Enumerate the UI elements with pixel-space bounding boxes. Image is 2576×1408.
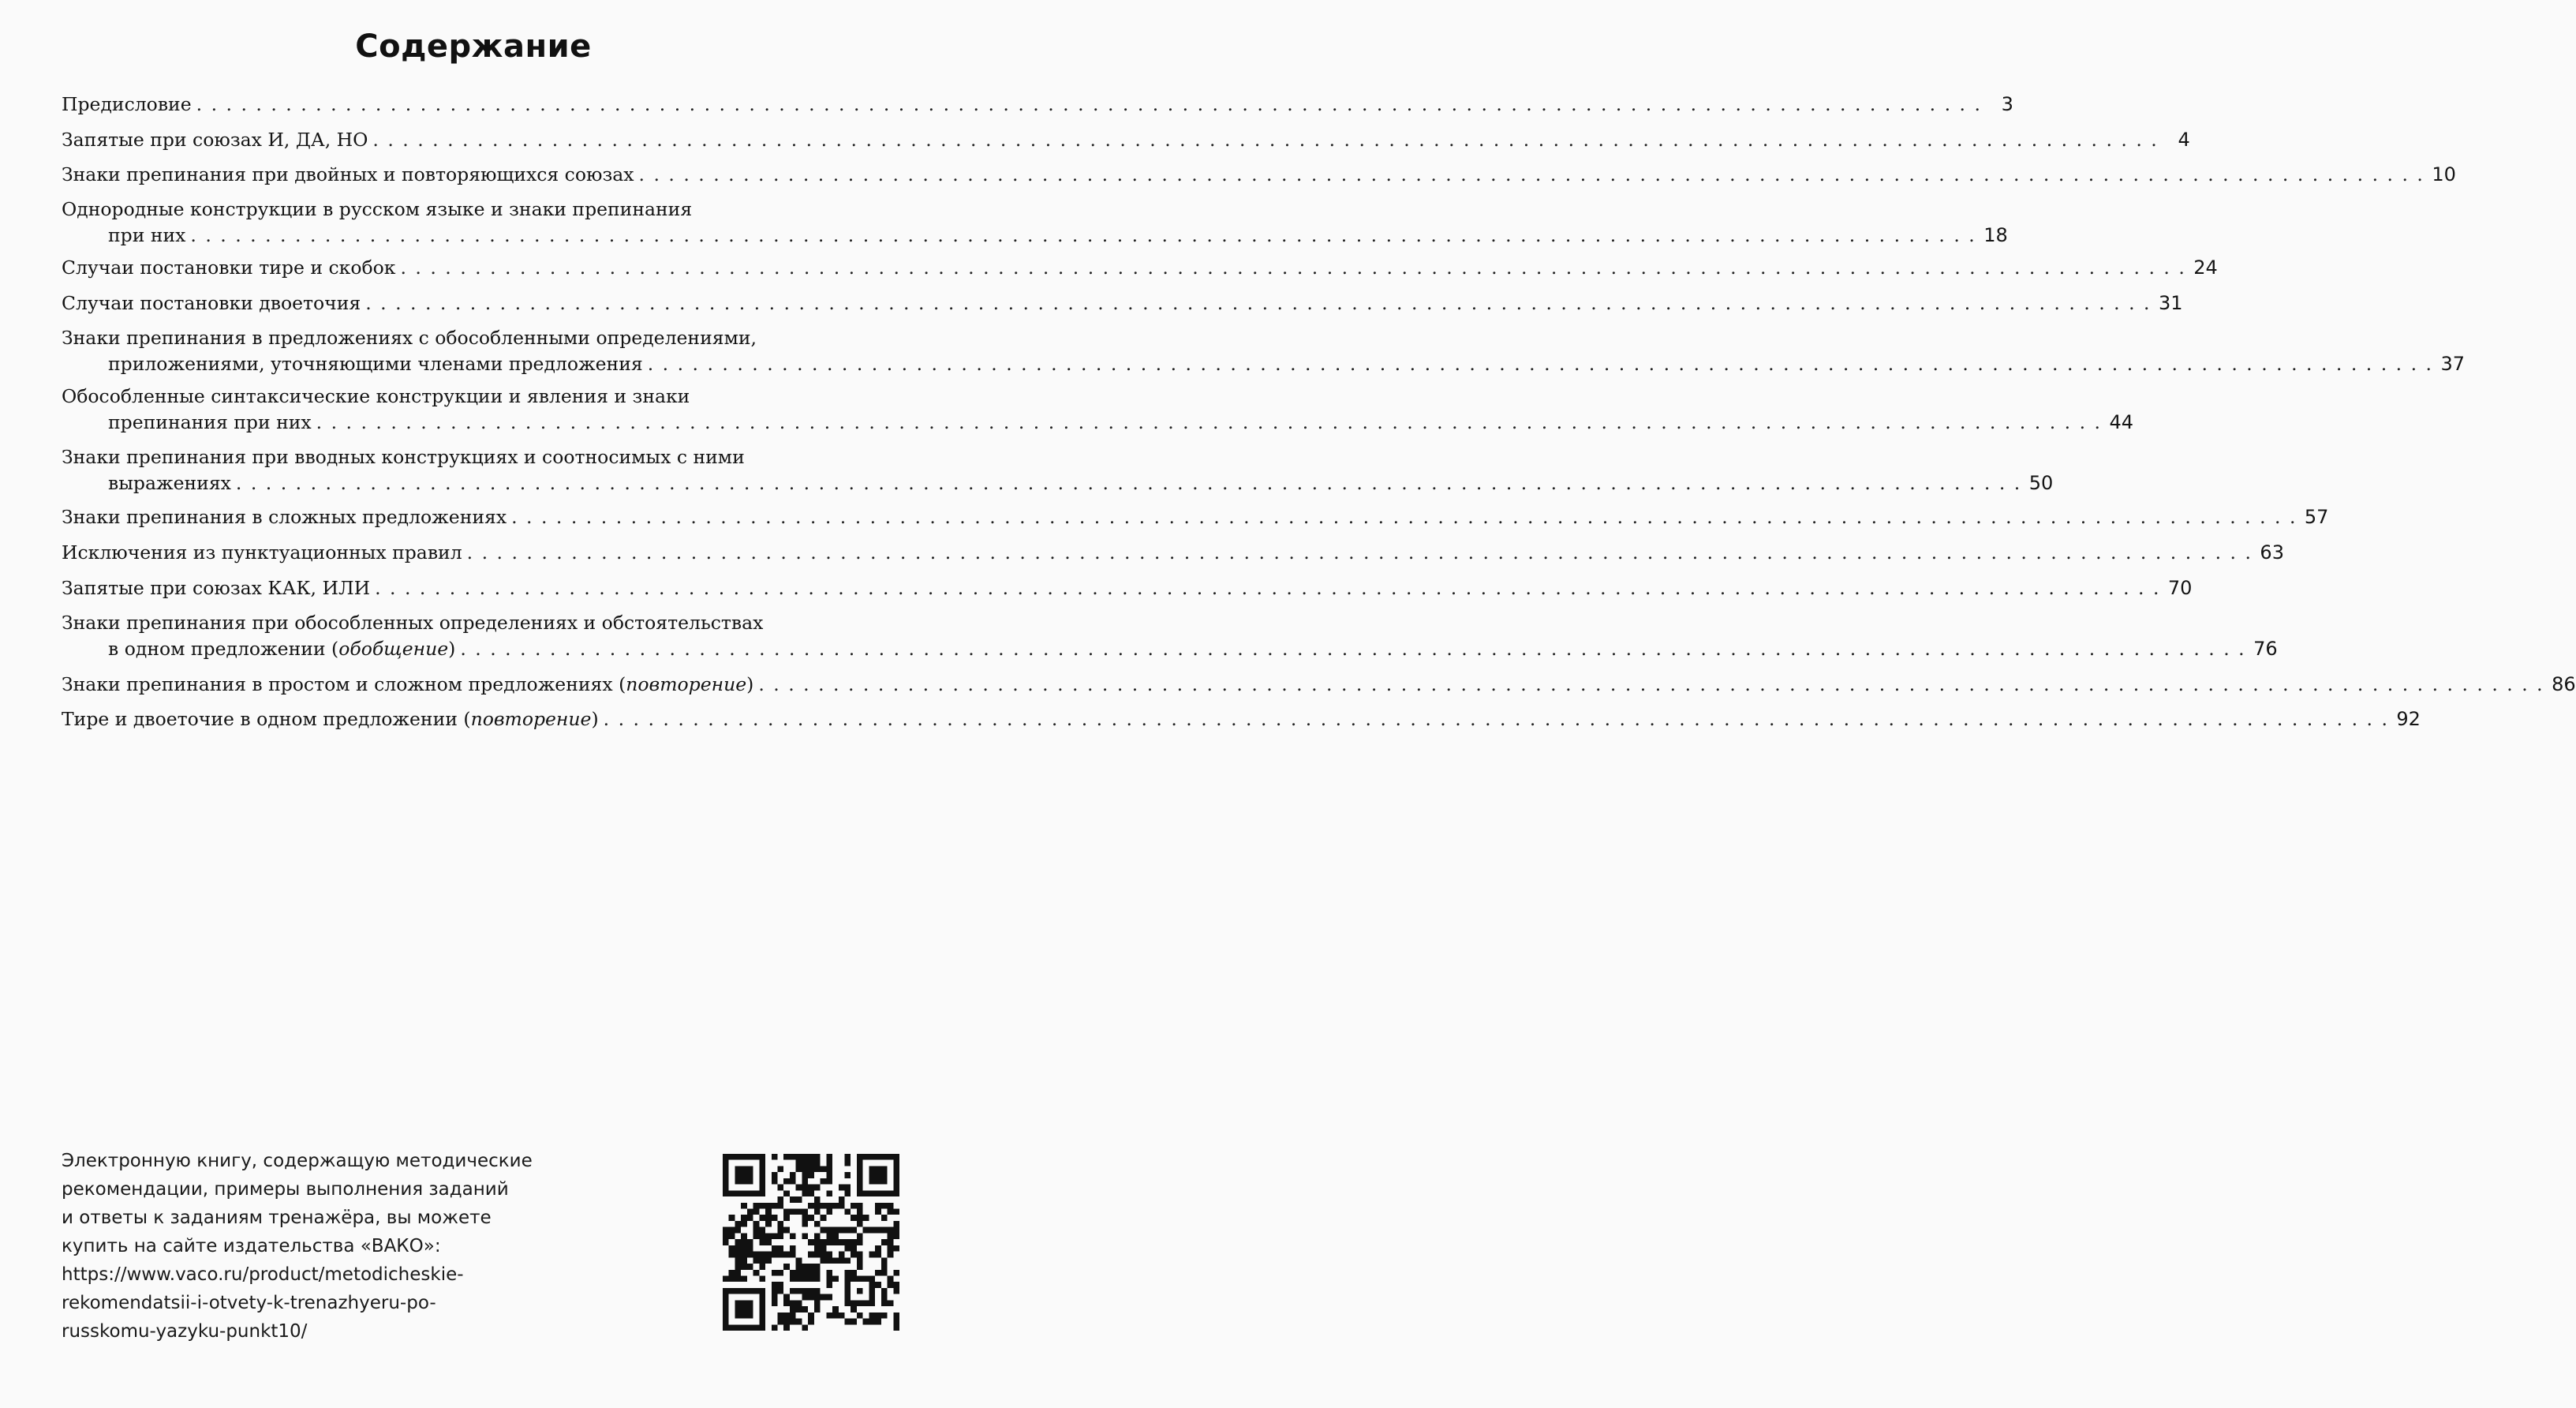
toc-entry-note: повторение — [470, 708, 592, 730]
toc-entry[interactable] — [108, 637, 2278, 661]
toc-entry[interactable] — [62, 505, 2329, 529]
toc-page-number: 57 — [2304, 506, 2329, 528]
toc-entry-note: повторение — [626, 673, 747, 695]
toc-entry-line — [62, 611, 898, 635]
toc-leader-dots: . . . . . . . . . . . . . . . . . . . . . . . . . . . . . . . . . . . . . . . . . . . . . . . . . . . . . . . . . . . . . . . . . . . . . . . . . . . . . . . . . . . . . . . . . . . . . . . . . . . . . . . . . . . . . . . . . . . . . . . . — [196, 93, 1982, 115]
toc-leader-dots: . . . . . . . . . . . . . . . . . . . . . . . . . . . . . . . . . . . . . . . . . . . . . . . . . . . . . . . . . . . . . . . . . . . . . . . . . . . . . . . . . . . . . . . . . . . . . . . . . . . . . . . . . . . . . . . . . . . . . . . . — [316, 411, 2102, 433]
toc-page-number: 44 — [2109, 411, 2133, 433]
toc-entry[interactable] — [62, 128, 2190, 152]
toc-page-number: 31 — [2158, 292, 2183, 314]
toc-entry-title: Знаки препинания при вводных конструкциях и соотносимых с ними — [62, 446, 745, 468]
toc-leader-dots: . . . . . . . . . . . . . . . . . . . . . . . . . . . . . . . . . . . . . . . . . . . . . . . . . . . . . . . . . . . . . . . . . . . . . . . . . . . . . . . . . . . . . . . . . . . . . . . . . . . . . . . . . . . . . . . . . . . . . . . . — [466, 541, 2253, 564]
ebook-notice-line: рекомендации, примеры выполнения заданий — [62, 1179, 509, 1200]
ebook-notice-line: купить на сайте издательства «ВАКО»: — [62, 1236, 441, 1256]
toc-page-number: 3 — [2001, 93, 2013, 115]
toc-entry-title: Обособленные синтаксические конструкции и явления и знаки — [62, 385, 690, 407]
toc-entry-title: приложениями, уточняющими членами предложения — [108, 353, 643, 375]
toc-page-number: 70 — [2167, 577, 2193, 599]
ebook-notice — [62, 1147, 693, 1346]
toc-entry[interactable] — [108, 223, 2008, 247]
toc-leader-dots: . . . . . . . . . . . . . . . . . . . . . . . . . . . . . . . . . . . . . . . . . . . . . . . . . . . . . . . . . . . . . . . . . . . . . . . . . . . . . . . . . . . . . . . . . . . . . . . . . . . . . . . . . . . . . . . . . . . . . . . . — [758, 673, 2544, 695]
toc-leader-dots: . . . . . . . . . . . . . . . . . . . . . . . . . . . . . . . . . . . . . . . . . . . . . . . . . . . . . . . . . . . . . . . . . . . . . . . . . . . . . . . . . . . . . . . . . . . . . . . . . . . . . . . . . . . . . . . . . . . . . . . . — [235, 472, 2022, 494]
toc-page-number: 18 — [1983, 224, 2008, 246]
toc-entry-title: Знаки препинания при обособленных определениях и обстоятельствах — [62, 612, 764, 634]
toc-leader-dots: . . . . . . . . . . . . . . . . . . . . . . . . . . . . . . . . . . . . . . . . . . . . . . . . . . . . . . . . . . . . . . . . . . . . . . . . . . . . . . . . . . . . . . . . . . . . . . . . . . . . . . . . . . . . . . . . . . . . . . . . — [372, 129, 2159, 151]
toc-entry-title: выражениях — [108, 472, 231, 494]
ebook-link-line[interactable]: rekomendatsii-i-otvety-k-trenazhyeru-po- — [62, 1293, 436, 1313]
ebook-notice-line: и ответы к заданиям тренажёра, вы можете — [62, 1208, 492, 1228]
toc-leader-dots: . . . . . . . . . . . . . . . . . . . . . . . . . . . . . . . . . . . . . . . . . . . . . . . . . . . . . . . . . . . . . . . . . . . . . . . . . . . . . . . . . . . . . . . . . . . . . . . . . . . . . . . . . . . . . . . . . . . . . . . . — [400, 257, 2186, 279]
toc-entry-line — [62, 197, 898, 221]
ebook-notice-line: Электронную книгу, содержащую методические — [62, 1151, 533, 1171]
toc-entry-title: Запятые при союзах И, ДА, НО — [62, 129, 368, 151]
toc-page-number: 37 — [2440, 353, 2466, 375]
toc-page-number: 50 — [2028, 472, 2054, 494]
toc-page-number: 76 — [2253, 638, 2278, 660]
toc-page-number: 92 — [2396, 708, 2421, 730]
toc-entry-title: Однородные конструкции в русском языке и знаки препинания — [62, 198, 693, 220]
toc-page-number: 4 — [2178, 129, 2190, 151]
toc-entry[interactable] — [108, 410, 2133, 434]
toc-entry-line — [62, 445, 898, 469]
toc-entry-title: Знаки препинания в предложениях с обособленными определениями, — [62, 327, 757, 349]
toc-page-number: 24 — [2193, 257, 2218, 279]
toc-entry-title: Знаки препинания в простом и сложном предложениях (повторение) — [62, 673, 754, 695]
toc-entry[interactable] — [62, 707, 2421, 731]
toc-entry-title: Знаки препинания при двойных и повторяющихся союзах — [62, 163, 634, 185]
toc-entry-title: Знаки препинания в сложных предложениях — [62, 506, 507, 528]
toc-leader-dots: . . . . . . . . . . . . . . . . . . . . . . . . . . . . . . . . . . . . . . . . . . . . . . . . . . . . . . . . . . . . . . . . . . . . . . . . . . . . . . . . . . . . . . . . . . . . . . . . . . . . . . . . . . . . . . . . . . . . . . . . — [365, 292, 2152, 314]
toc-entry[interactable] — [108, 352, 2466, 376]
toc-entry[interactable] — [62, 541, 2284, 564]
toc-entry-title: Случаи постановки тире и скобок — [62, 257, 396, 279]
toc-entry[interactable] — [62, 672, 2576, 696]
toc-entry-line — [62, 326, 898, 350]
toc-entry-title: Исключения из пунктуационных правил — [62, 541, 462, 564]
toc-entry[interactable] — [62, 163, 2456, 186]
toc-entry-title: при них — [108, 224, 186, 246]
toc-entry-title: Тире и двоеточие в одном предложении (повторение) — [62, 708, 599, 730]
ebook-link-line[interactable]: russkomu-yazyku-punkt10/ — [62, 1321, 308, 1342]
toc-entry-title: Предисловие — [62, 93, 192, 115]
toc-leader-dots: . . . . . . . . . . . . . . . . . . . . . . . . . . . . . . . . . . . . . . . . . . . . . . . . . . . . . . . . . . . . . . . . . . . . . . . . . . . . . . . . . . . . . . . . . . . . . . . . . . . . . . . . . . . . . . . . . . . . . . . . — [603, 708, 2389, 730]
toc-leader-dots: . . . . . . . . . . . . . . . . . . . . . . . . . . . . . . . . . . . . . . . . . . . . . . . . . . . . . . . . . . . . . . . . . . . . . . . . . . . . . . . . . . . . . . . . . . . . . . . . . . . . . . . . . . . . . . . . . . . . . . . . — [647, 353, 2434, 375]
toc-leader-dots: . . . . . . . . . . . . . . . . . . . . . . . . . . . . . . . . . . . . . . . . . . . . . . . . . . . . . . . . . . . . . . . . . . . . . . . . . . . . . . . . . . . . . . . . . . . . . . . . . . . . . . . . . . . . . . . . . . . . . . . . — [460, 638, 2246, 660]
qr-code-icon[interactable] — [723, 1154, 899, 1331]
toc-entry-note: обобщение — [338, 638, 449, 660]
page-title: Содержание — [355, 28, 592, 65]
toc-entry[interactable] — [62, 256, 2218, 279]
toc-entry[interactable] — [62, 92, 2013, 116]
toc-entry-title: в одном предложении (обобщение) — [108, 638, 456, 660]
toc-leader-dots: . . . . . . . . . . . . . . . . . . . . . . . . . . . . . . . . . . . . . . . . . . . . . . . . . . . . . . . . . . . . . . . . . . . . . . . . . . . . . . . . . . . . . . . . . . . . . . . . . . . . . . . . . . . . . . . . . . . . . . . . — [190, 224, 1976, 246]
toc-page-number: 10 — [2432, 163, 2456, 185]
toc-entry-line — [62, 384, 898, 408]
toc-entry[interactable] — [108, 471, 2054, 495]
toc-leader-dots: . . . . . . . . . . . . . . . . . . . . . . . . . . . . . . . . . . . . . . . . . . . . . . . . . . . . . . . . . . . . . . . . . . . . . . . . . . . . . . . . . . . . . . . . . . . . . . . . . . . . . . . . . . . . . . . . . . . . . . . . — [638, 163, 2425, 185]
toc-page-number: 86 — [2552, 673, 2576, 695]
toc-leader-dots: . . . . . . . . . . . . . . . . . . . . . . . . . . . . . . . . . . . . . . . . . . . . . . . . . . . . . . . . . . . . . . . . . . . . . . . . . . . . . . . . . . . . . . . . . . . . . . . . . . . . . . . . . . . . . . . . . . . . . . . . — [375, 577, 2161, 599]
toc-entry[interactable] — [62, 291, 2183, 315]
toc-entry-title: препинания при них — [108, 411, 312, 433]
ebook-link-line[interactable]: https://www.vaco.ru/product/metodicheskie- — [62, 1264, 464, 1285]
toc-entry-title: Запятые при союзах КАК, ИЛИ — [62, 577, 371, 599]
toc-page-number: 63 — [2260, 541, 2284, 564]
toc-leader-dots: . . . . . . . . . . . . . . . . . . . . . . . . . . . . . . . . . . . . . . . . . . . . . . . . . . . . . . . . . . . . . . . . . . . . . . . . . . . . . . . . . . . . . . . . . . . . . . . . . . . . . . . . . . . . . . . . . . . . . . . . — [511, 506, 2297, 528]
toc-entry[interactable] — [62, 576, 2193, 600]
toc-entry-title: Случаи постановки двоеточия — [62, 292, 361, 314]
